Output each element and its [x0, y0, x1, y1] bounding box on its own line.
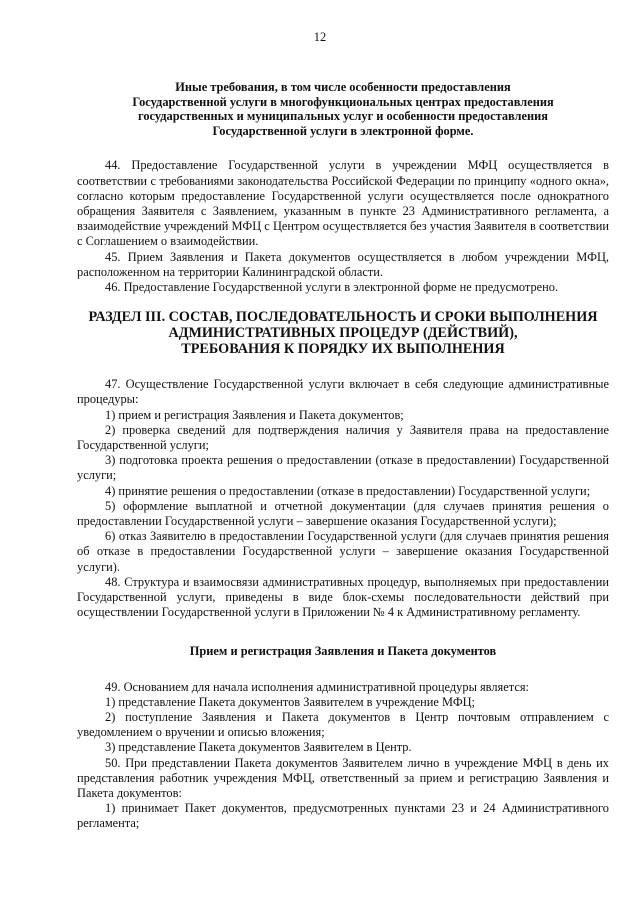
paragraph-47-item-5: 5) оформление выплатной и отчетной документации (для случаев принятия решения о предоставлении Государственной услуги – завершение оказания Государственной услуги); [77, 498, 609, 529]
heading-line: ТРЕБОВАНИЯ К ПОРЯДКУ ИХ ВЫПОЛНЕНИЯ [181, 341, 505, 358]
paragraph-48: 48. Структура и взаимосвязи административных процедур, выполняемых при предоставлении Государственной услуги, приведены в виде блок-схемы последовательности действий при осуществлении Государственной услуги в Приложении № 4 к Административному регламенту. [77, 574, 609, 620]
heading-line: Государственной услуги в электронной форме. [212, 123, 474, 138]
section-3-heading [77, 309, 609, 357]
heading-line: АДМИНИСТРАТИВНЫХ ПРОЦЕДУР (ДЕЙСТВИЙ), [168, 325, 518, 342]
paragraph-50-item-1: 1) принимает Пакет документов, предусмотренных пунктами 23 и 24 Административного регламента; [77, 801, 609, 831]
paragraph-50: 50. При представлении Пакета документов Заявителем лично в учреждение МФЦ в день их представления работник учреждения МФЦ, ответственный за прием и регистрацию Заявления и Пакета документов: [77, 755, 609, 801]
paragraph-47-item-2: 2) проверка сведений для подтверждения наличия у Заявителя права на предоставление Государственной услуги; [77, 422, 609, 453]
page-number: 12 [313, 30, 327, 44]
paragraph-49-item-3: 3) представление Пакета документов Заявителем в Центр. [105, 740, 412, 755]
paragraph-49-item-2: 2) поступление Заявления и Пакета документов в Центр почтовым отправлением с уведомлением о вручении и описью вложения; [77, 710, 609, 740]
paragraph-47-item-6: 6) отказ Заявителю в предоставлении Государственной услуги (для случаев принятия решения об отказе в предоставлении Государственной услуги – завершение оказания Государственной услуги). [77, 529, 609, 574]
heading-line: РАЗДЕЛ III. СОСТАВ, ПОСЛЕДОВАТЕЛЬНОСТЬ И СРОКИ ВЫПОЛНЕНИЯ [88, 309, 598, 326]
paragraph-47-item-1: 1) прием и регистрация Заявления и Пакета документов; [105, 407, 404, 422]
mfc-requirements-heading [77, 80, 609, 138]
paragraph-44: 44. Предоставление Государственной услуги в учреждении МФЦ осуществляется в соответствии с требованиями законодательства Российской Федерации по принципу «одного окна», согласно которым предоставление Государственной услуги осуществляется после однократного обращения Заявителя с Заявлением, указанным в пункте 23 Административного регламента, а взаимодействие учреждений МФЦ с Центром осуществляется без участия Заявителя в соответствии с Соглашением о взаимодействии. [77, 158, 609, 249]
paragraph-47-item-4: 4) принятие решения о предоставлении (отказе в предоставлении) Государственной услуги; [105, 483, 591, 498]
paragraph-46: 46. Предоставление Государственной услуги в электронной форме не предусмотрено. [105, 280, 559, 294]
heading-line: Государственной услуги в многофункциональных центрах предоставления [132, 94, 554, 109]
spacer [77, 148, 609, 158]
paragraph-47: 47. Осуществление Государственной услуги включает в себя следующие административные процедуры: [77, 377, 609, 407]
heading-line: Иные требования, в том числе особенности предоставления [175, 80, 511, 94]
page-content [77, 80, 609, 832]
heading-line: государственных и муниципальных услуг и особенности предоставления [138, 109, 548, 124]
reception-heading: Прием и регистрация Заявления и Пакета документов [189, 644, 497, 659]
paragraph-49: 49. Основанием для начала исполнения административной процедуры является: [105, 679, 529, 694]
paragraph-45: 45. Прием Заявления и Пакета документов осуществляется в любом учреждении МФЦ, расположенном на территории Калининградской области. [77, 249, 609, 279]
paragraph-49-item-1: 1) представление Пакета документов Заявителем в учреждение МФЦ; [105, 694, 475, 709]
paragraph-47-item-3: 3) подготовка проекта решения о предоставлении (отказе в предоставлении) Государственной услуги; [77, 453, 609, 483]
